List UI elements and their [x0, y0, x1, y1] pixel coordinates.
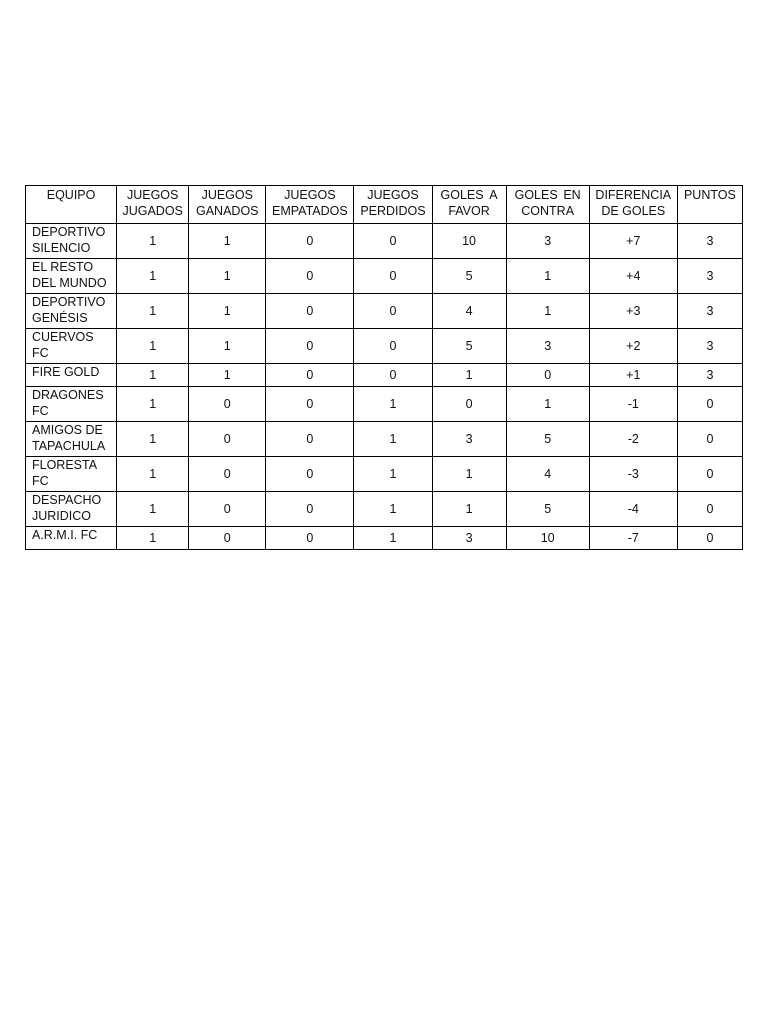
header-goles-a-favor-line-2: FAVOR: [448, 204, 490, 218]
cell-equipo: [26, 457, 117, 492]
team-name-line-1: FLORESTA: [32, 458, 98, 472]
header-diferencia-de-goles: [589, 186, 677, 224]
cell-goles-en-contra: 0: [506, 364, 589, 387]
table-row: [26, 259, 743, 294]
cell-juegos-jugados: 1: [117, 259, 189, 294]
cell-puntos: 0: [677, 457, 742, 492]
cell-juegos-empatados: 0: [266, 422, 354, 457]
table-row: [26, 422, 743, 457]
cell-juegos-jugados: 1: [117, 422, 189, 457]
team-name-line-2: GENÉSIS: [32, 311, 88, 325]
cell-goles-en-contra: 10: [506, 527, 589, 550]
cell-equipo: [26, 527, 117, 550]
header-goles-en-contra-line-1: [511, 187, 585, 203]
cell-juegos-ganados: 0: [189, 492, 266, 527]
header-juegos-jugados: [117, 186, 189, 224]
cell-juegos-ganados: 1: [189, 259, 266, 294]
cell-juegos-perdidos: 1: [354, 492, 432, 527]
team-name-line-1: A.R.M.I. FC: [32, 528, 98, 542]
team-name-line-1: FIRE GOLD: [32, 365, 100, 379]
cell-goles-a-favor: 1: [432, 492, 506, 527]
header-juegos-perdidos-line-2: PERDIDOS: [360, 204, 426, 218]
cell-goles-a-favor: 1: [432, 457, 506, 492]
cell-juegos-empatados: 0: [266, 364, 354, 387]
team-name-line-1: DRAGONES: [32, 388, 104, 402]
team-name-line-2: FC: [32, 404, 49, 418]
cell-equipo: [26, 422, 117, 457]
table-row: [26, 387, 743, 422]
cell-goles-a-favor: 0: [432, 387, 506, 422]
header-goles-a-favor-word-2: A: [489, 188, 498, 202]
table-row: [26, 492, 743, 527]
header-juegos-ganados-line-1: JUEGOS: [201, 188, 253, 202]
cell-puntos: 3: [677, 294, 742, 329]
cell-juegos-perdidos: 0: [354, 224, 432, 259]
cell-diferencia-de-goles: +1: [589, 364, 677, 387]
cell-juegos-jugados: 1: [117, 387, 189, 422]
cell-diferencia-de-goles: -3: [589, 457, 677, 492]
cell-equipo: [26, 387, 117, 422]
cell-puntos: 0: [677, 422, 742, 457]
cell-diferencia-de-goles: +3: [589, 294, 677, 329]
header-goles-a-favor-word-1: GOLES: [440, 188, 484, 202]
header-goles-a-favor-line-1: [437, 187, 502, 203]
cell-juegos-empatados: 0: [266, 492, 354, 527]
team-name-line-1: CUERVOS: [32, 330, 94, 344]
header-juegos-perdidos-line-1: JUEGOS: [367, 188, 419, 202]
header-goles-en-contra: [506, 186, 589, 224]
cell-puntos: 0: [677, 527, 742, 550]
cell-juegos-empatados: 0: [266, 259, 354, 294]
cell-juegos-jugados: 1: [117, 492, 189, 527]
cell-juegos-empatados: 0: [266, 457, 354, 492]
header-goles-en-contra-line-2: CONTRA: [521, 204, 575, 218]
cell-juegos-ganados: 1: [189, 294, 266, 329]
team-name-line-2: FC: [32, 474, 49, 488]
header-goles-en-contra-word-1: GOLES: [514, 188, 558, 202]
cell-goles-a-favor: 10: [432, 224, 506, 259]
team-name-line-1: DEPORTIVO: [32, 295, 106, 309]
table-row: [26, 329, 743, 364]
header-juegos-empatados-line-1: JUEGOS: [284, 188, 336, 202]
cell-juegos-ganados: 1: [189, 364, 266, 387]
team-name-line-1: DESPACHO: [32, 493, 102, 507]
cell-juegos-empatados: 0: [266, 527, 354, 550]
cell-goles-en-contra: 5: [506, 422, 589, 457]
table-body: [26, 224, 743, 550]
cell-goles-en-contra: 3: [506, 329, 589, 364]
cell-puntos: 3: [677, 364, 742, 387]
cell-juegos-perdidos: 1: [354, 527, 432, 550]
header-diferencia-de-goles-line-1: DIFERENCIA: [595, 188, 672, 202]
cell-juegos-jugados: 1: [117, 527, 189, 550]
cell-diferencia-de-goles: -2: [589, 422, 677, 457]
cell-equipo: [26, 294, 117, 329]
team-name-line-2: SILENCIO: [32, 241, 91, 255]
cell-diferencia-de-goles: +4: [589, 259, 677, 294]
cell-juegos-ganados: 1: [189, 329, 266, 364]
header-row: [26, 186, 743, 224]
cell-puntos: 0: [677, 387, 742, 422]
cell-equipo: [26, 224, 117, 259]
cell-juegos-perdidos: 1: [354, 387, 432, 422]
header-juegos-jugados-line-1: JUEGOS: [126, 188, 179, 202]
table-row: [26, 364, 743, 387]
cell-goles-a-favor: 3: [432, 422, 506, 457]
cell-goles-a-favor: 1: [432, 364, 506, 387]
cell-juegos-ganados: 1: [189, 224, 266, 259]
team-name-line-1: DEPORTIVO: [32, 225, 106, 239]
header-juegos-empatados: [266, 186, 354, 224]
cell-goles-a-favor: 3: [432, 527, 506, 550]
cell-puntos: 3: [677, 224, 742, 259]
cell-juegos-perdidos: 0: [354, 294, 432, 329]
header-goles-a-favor: [432, 186, 506, 224]
cell-equipo: [26, 259, 117, 294]
header-juegos-ganados: [189, 186, 266, 224]
cell-diferencia-de-goles: -1: [589, 387, 677, 422]
header-equipo-line-1: EQUIPO: [46, 188, 96, 202]
header-juegos-jugados-line-2: JUGADOS: [122, 204, 183, 218]
cell-juegos-ganados: 0: [189, 457, 266, 492]
cell-puntos: 3: [677, 329, 742, 364]
cell-diferencia-de-goles: -4: [589, 492, 677, 527]
cell-juegos-ganados: 0: [189, 387, 266, 422]
cell-juegos-empatados: 0: [266, 294, 354, 329]
cell-juegos-ganados: 0: [189, 527, 266, 550]
cell-diferencia-de-goles: +7: [589, 224, 677, 259]
cell-goles-en-contra: 3: [506, 224, 589, 259]
header-diferencia-de-goles-line-2: DE GOLES: [601, 204, 666, 218]
cell-juegos-perdidos: 1: [354, 457, 432, 492]
cell-juegos-jugados: 1: [117, 294, 189, 329]
table-row: [26, 224, 743, 259]
cell-goles-en-contra: 5: [506, 492, 589, 527]
table-row: [26, 294, 743, 329]
cell-juegos-jugados: 1: [117, 364, 189, 387]
cell-goles-en-contra: 1: [506, 259, 589, 294]
cell-juegos-ganados: 0: [189, 422, 266, 457]
table-header: [26, 186, 743, 224]
cell-goles-en-contra: 1: [506, 294, 589, 329]
cell-goles-en-contra: 1: [506, 387, 589, 422]
cell-juegos-jugados: 1: [117, 457, 189, 492]
cell-juegos-jugados: 1: [117, 224, 189, 259]
header-juegos-perdidos: [354, 186, 432, 224]
cell-goles-a-favor: 5: [432, 329, 506, 364]
header-juegos-empatados-line-2: EMPATADOS: [272, 204, 348, 218]
header-juegos-ganados-line-2: GANADOS: [196, 204, 259, 218]
table-row: [26, 457, 743, 492]
team-name-line-2: TAPACHULA: [32, 439, 106, 453]
header-puntos-line-1: PUNTOS: [683, 188, 736, 202]
team-name-line-1: AMIGOS DE: [32, 423, 103, 437]
cell-diferencia-de-goles: -7: [589, 527, 677, 550]
cell-juegos-perdidos: 0: [354, 364, 432, 387]
header-puntos: [677, 186, 742, 224]
cell-equipo: [26, 329, 117, 364]
cell-juegos-perdidos: 0: [354, 329, 432, 364]
cell-puntos: 0: [677, 492, 742, 527]
cell-equipo: [26, 492, 117, 527]
standings-table: [25, 185, 743, 550]
team-name-line-2: FC: [32, 346, 49, 360]
cell-diferencia-de-goles: +2: [589, 329, 677, 364]
cell-juegos-empatados: 0: [266, 329, 354, 364]
cell-juegos-jugados: 1: [117, 329, 189, 364]
header-goles-en-contra-word-2: EN: [563, 188, 581, 202]
cell-juegos-perdidos: 0: [354, 259, 432, 294]
team-name-line-2: DEL MUNDO: [32, 276, 107, 290]
cell-goles-a-favor: 5: [432, 259, 506, 294]
cell-goles-en-contra: 4: [506, 457, 589, 492]
cell-goles-a-favor: 4: [432, 294, 506, 329]
team-name-line-1: EL RESTO: [32, 260, 94, 274]
team-name-line-2: JURIDICO: [32, 509, 92, 523]
cell-juegos-empatados: 0: [266, 224, 354, 259]
cell-juegos-perdidos: 1: [354, 422, 432, 457]
header-equipo: [26, 186, 117, 224]
cell-equipo: [26, 364, 117, 387]
cell-puntos: 3: [677, 259, 742, 294]
table-row: [26, 527, 743, 550]
cell-juegos-empatados: 0: [266, 387, 354, 422]
